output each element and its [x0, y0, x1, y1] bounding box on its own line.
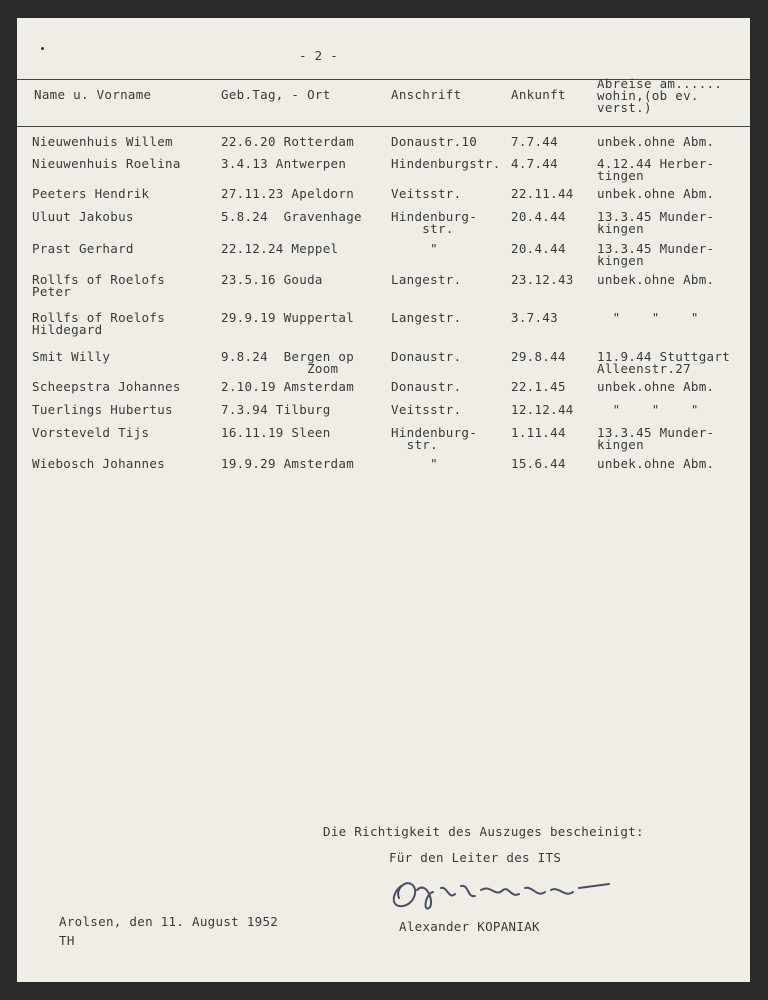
cell-address: Donaustr.	[391, 379, 462, 394]
signatory-name: Alexander KOPANIAK	[399, 919, 540, 934]
cell-address: Hindenburg- str.	[391, 425, 478, 452]
cell-address: Langestr.	[391, 272, 462, 287]
cell-address: Langestr.	[391, 310, 462, 325]
place-and-date: Arolsen, den 11. August 1952	[59, 914, 279, 929]
cell-arrival: 12.12.44	[511, 402, 574, 417]
cell-name: Wiebosch Johannes	[32, 456, 166, 471]
cell-departure: unbek.ohne Abm.	[597, 186, 715, 201]
cell-birth: 16.11.19 Sleen	[221, 425, 331, 440]
cell-birth: 29.9.19 Wuppertal	[221, 310, 355, 325]
cell-name: Tuerlings Hubertus	[32, 402, 173, 417]
typist-initials: TH	[59, 933, 75, 948]
cell-arrival: 3.7.43	[511, 310, 558, 325]
cell-birth: 22.12.24 Meppel	[221, 241, 339, 256]
punch-mark	[41, 47, 44, 50]
cell-name: Prast Gerhard	[32, 241, 134, 256]
cell-departure: unbek.ohne Abm.	[597, 379, 715, 394]
cell-name: Peeters Hendrik	[32, 186, 150, 201]
handwritten-signature	[383, 868, 617, 920]
cell-name: Nieuwenhuis Willem	[32, 134, 173, 149]
cell-departure: 13.3.45 Munder- kingen	[597, 425, 715, 452]
cell-name: Rollfs of Roelofs Peter	[32, 272, 166, 299]
cell-address: "	[391, 456, 438, 471]
cell-address: Donaustr.	[391, 349, 462, 364]
cell-birth: 3.4.13 Antwerpen	[221, 156, 347, 171]
cell-address: Veitsstr.	[391, 186, 462, 201]
cell-name: Uluut Jakobus	[32, 209, 134, 224]
cell-arrival: 20.4.44	[511, 209, 566, 224]
column-header-name: Name u. Vorname	[34, 87, 152, 102]
cell-departure: unbek.ohne Abm.	[597, 272, 715, 287]
cell-address: Hindenburg- str.	[391, 209, 478, 236]
cell-arrival: 1.11.44	[511, 425, 566, 440]
cell-address: "	[391, 241, 438, 256]
cell-birth: 27.11.23 Apeldorn	[221, 186, 355, 201]
cell-address: Hindenburgstr.	[391, 156, 501, 171]
header-rule-bottom	[17, 126, 750, 127]
column-header-address: Anschrift	[391, 87, 462, 102]
column-header-birth: Geb.Tag, - Ort	[221, 87, 331, 102]
cell-departure: 11.9.44 Stuttgart Alleenstr.27	[597, 349, 731, 376]
cell-address: Veitsstr.	[391, 402, 462, 417]
cell-arrival: 22.1.45	[511, 379, 566, 394]
column-header-arrival: Ankunft	[511, 87, 566, 102]
certification-subtext: Für den Leiter des ITS	[389, 850, 562, 865]
cell-name: Rollfs of Roelofs Hildegard	[32, 310, 166, 337]
cell-arrival: 29.8.44	[511, 349, 566, 364]
cell-departure: " " "	[597, 402, 699, 417]
cell-birth: 22.6.20 Rotterdam	[221, 134, 355, 149]
page-number: - 2 -	[299, 48, 339, 63]
cell-name: Scheepstra Johannes	[32, 379, 181, 394]
cell-birth: 5.8.24 Gravenhage	[221, 209, 362, 224]
cell-departure: unbek.ohne Abm.	[597, 134, 715, 149]
cell-departure: 13.3.45 Munder- kingen	[597, 241, 715, 268]
cell-birth: 19.9.29 Amsterdam	[221, 456, 355, 471]
cell-name: Smit Willy	[32, 349, 111, 364]
cell-departure: " " "	[597, 310, 699, 325]
column-header-departure: Abreise am...... wohin,(ob ev. verst.)	[597, 76, 723, 115]
cell-departure: 4.12.44 Herber- tingen	[597, 156, 715, 183]
cell-arrival: 15.6.44	[511, 456, 566, 471]
cell-arrival: 22.11.44	[511, 186, 574, 201]
cell-arrival: 7.7.44	[511, 134, 558, 149]
document-page	[17, 18, 750, 982]
cell-departure: unbek.ohne Abm.	[597, 456, 715, 471]
cell-arrival: 23.12.43	[511, 272, 574, 287]
cell-arrival: 4.7.44	[511, 156, 558, 171]
certification-text: Die Richtigkeit des Auszuges bescheinigt:	[323, 824, 644, 839]
cell-birth: 2.10.19 Amsterdam	[221, 379, 355, 394]
cell-name: Vorsteveld Tijs	[32, 425, 150, 440]
cell-birth: 9.8.24 Bergen op Zoom	[221, 349, 355, 376]
cell-birth: 7.3.94 Tilburg	[221, 402, 331, 417]
cell-departure: 13.3.45 Munder- kingen	[597, 209, 715, 236]
cell-birth: 23.5.16 Gouda	[221, 272, 323, 287]
cell-name: Nieuwenhuis Roelina	[32, 156, 181, 171]
cell-address: Donaustr.10	[391, 134, 478, 149]
cell-arrival: 20.4.44	[511, 241, 566, 256]
